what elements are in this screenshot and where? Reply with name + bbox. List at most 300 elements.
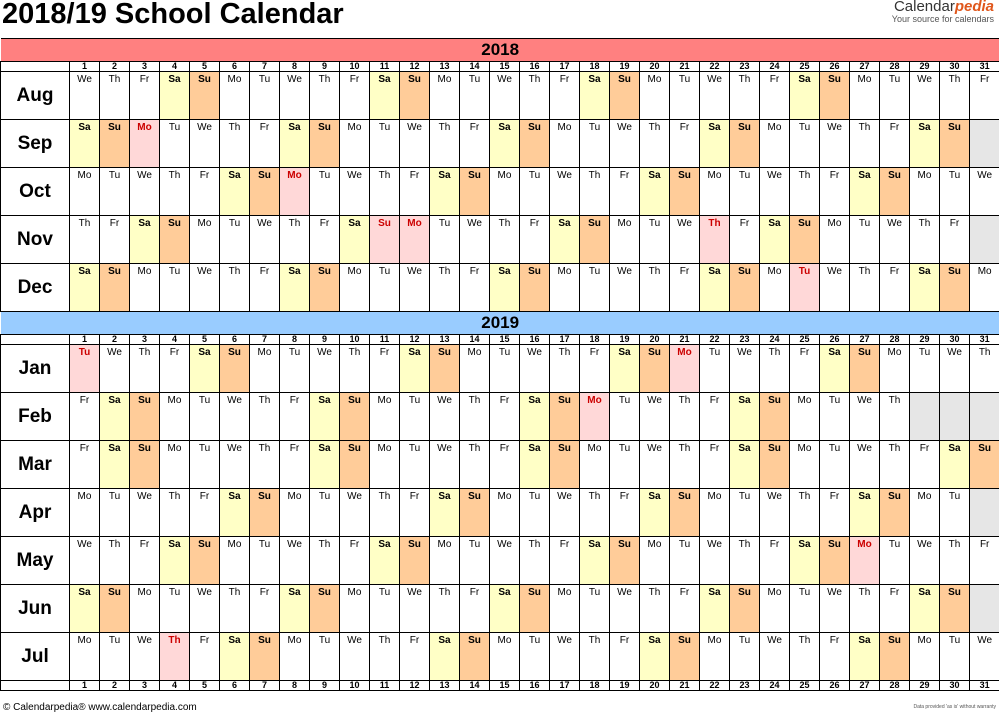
month-row <box>1 168 999 216</box>
day-cell: Th <box>220 585 250 633</box>
month-row <box>1 537 999 585</box>
day-cell: Th <box>880 393 910 441</box>
day-cell: Su <box>880 489 910 537</box>
day-cell: Mo <box>70 168 100 216</box>
day-cell: We <box>340 489 370 537</box>
day-number: 18 <box>580 335 610 345</box>
day-cell: Su <box>730 120 760 168</box>
day-number-row <box>1 62 999 72</box>
day-cell: We <box>760 633 790 681</box>
day-cell: We <box>400 120 430 168</box>
day-number: 19 <box>610 62 640 72</box>
day-cell: Su <box>130 393 160 441</box>
day-cell: Sa <box>340 216 370 264</box>
day-cell: Tu <box>280 345 310 393</box>
day-cell: Fr <box>760 537 790 585</box>
day-number: 27 <box>850 62 880 72</box>
day-number: 16 <box>520 335 550 345</box>
day-number: 5 <box>190 62 220 72</box>
day-number: 13 <box>430 62 460 72</box>
day-number: 17 <box>550 62 580 72</box>
day-cell: Su <box>580 216 610 264</box>
day-cell: Tu <box>70 345 100 393</box>
year-header-row <box>1 312 999 335</box>
day-cell: Su <box>220 345 250 393</box>
day-cell: Mo <box>970 264 999 312</box>
day-cell: Tu <box>730 168 760 216</box>
day-cell: Th <box>160 168 190 216</box>
day-cell: Sa <box>790 72 820 120</box>
day-cell: Th <box>490 216 520 264</box>
day-cell: Mo <box>580 393 610 441</box>
day-cell: Th <box>970 345 999 393</box>
day-cell: Su <box>550 393 580 441</box>
day-number: 5 <box>190 681 220 691</box>
day-cell: Sa <box>310 393 340 441</box>
month-label: Jun <box>1 585 70 633</box>
day-cell: Th <box>520 537 550 585</box>
day-cell: We <box>640 441 670 489</box>
day-cell: We <box>640 393 670 441</box>
empty-day-cell <box>940 393 970 441</box>
day-cell: Sa <box>160 537 190 585</box>
day-number: 19 <box>610 335 640 345</box>
day-cell: Su <box>340 393 370 441</box>
day-cell: Su <box>460 489 490 537</box>
day-cell: Th <box>880 441 910 489</box>
day-cell: Fr <box>610 633 640 681</box>
day-cell: Mo <box>340 585 370 633</box>
day-cell: Fr <box>580 345 610 393</box>
day-cell: Su <box>760 441 790 489</box>
day-number: 1 <box>70 335 100 345</box>
day-cell: Fr <box>310 216 340 264</box>
day-cell: Th <box>850 120 880 168</box>
day-cell: Su <box>100 585 130 633</box>
day-cell: Sa <box>640 489 670 537</box>
day-cell: Su <box>190 72 220 120</box>
day-cell: Tu <box>490 345 520 393</box>
day-cell: Th <box>940 537 970 585</box>
day-cell: Th <box>730 72 760 120</box>
day-cell: Mo <box>370 393 400 441</box>
day-cell: Sa <box>490 585 520 633</box>
day-cell: Sa <box>790 537 820 585</box>
day-cell: Tu <box>190 441 220 489</box>
day-cell: Mo <box>550 264 580 312</box>
day-cell: Fr <box>400 168 430 216</box>
day-number: 7 <box>250 681 280 691</box>
day-cell: Tu <box>610 393 640 441</box>
day-cell: Sa <box>70 585 100 633</box>
corner-cell <box>1 681 70 691</box>
day-cell: Sa <box>520 441 550 489</box>
day-cell: Th <box>640 264 670 312</box>
day-number: 15 <box>490 335 520 345</box>
day-cell: We <box>400 264 430 312</box>
day-cell: Th <box>460 441 490 489</box>
day-number: 11 <box>370 681 400 691</box>
day-number: 28 <box>880 62 910 72</box>
day-number: 1 <box>70 62 100 72</box>
day-cell: Su <box>520 585 550 633</box>
day-cell: Fr <box>880 120 910 168</box>
day-cell: Tu <box>100 168 130 216</box>
day-cell: Sa <box>910 264 940 312</box>
day-cell: Mo <box>820 216 850 264</box>
day-number: 12 <box>400 335 430 345</box>
day-cell: Th <box>670 393 700 441</box>
day-cell: Fr <box>70 441 100 489</box>
day-cell: Tu <box>940 489 970 537</box>
day-cell: Th <box>640 120 670 168</box>
day-number: 13 <box>430 681 460 691</box>
day-cell: We <box>190 585 220 633</box>
brand-name: Calendarpedia <box>893 0 994 15</box>
day-cell: Su <box>610 537 640 585</box>
day-cell: Sa <box>640 168 670 216</box>
empty-day-cell <box>970 120 999 168</box>
day-cell: Sa <box>760 216 790 264</box>
empty-day-cell <box>970 393 999 441</box>
day-cell: Fr <box>700 393 730 441</box>
year-header: 2018 <box>1 39 999 62</box>
day-cell: Th <box>280 216 310 264</box>
day-cell: Tu <box>820 441 850 489</box>
day-cell: Tu <box>310 633 340 681</box>
day-cell: Tu <box>400 393 430 441</box>
day-cell: We <box>970 633 999 681</box>
day-cell: Sa <box>520 393 550 441</box>
empty-day-cell <box>970 585 999 633</box>
day-cell: Mo <box>370 441 400 489</box>
day-cell: Su <box>370 216 400 264</box>
day-cell: Su <box>610 72 640 120</box>
corner-cell <box>1 62 70 72</box>
day-cell: Tu <box>940 168 970 216</box>
day-cell: Su <box>460 168 490 216</box>
day-number: 27 <box>850 681 880 691</box>
day-number: 25 <box>790 681 820 691</box>
day-cell: Su <box>730 585 760 633</box>
day-cell: Tu <box>250 537 280 585</box>
day-cell: Th <box>100 537 130 585</box>
day-cell: Tu <box>790 264 820 312</box>
day-cell: Tu <box>790 585 820 633</box>
day-cell: Th <box>370 489 400 537</box>
day-cell: Tu <box>580 264 610 312</box>
month-label: Aug <box>1 72 70 120</box>
day-cell: Sa <box>610 345 640 393</box>
day-number: 13 <box>430 335 460 345</box>
day-number: 3 <box>130 62 160 72</box>
day-cell: Tu <box>880 72 910 120</box>
empty-day-cell <box>970 489 999 537</box>
day-cell: Mo <box>550 120 580 168</box>
day-number: 24 <box>760 681 790 691</box>
day-cell: Su <box>250 633 280 681</box>
day-number: 2 <box>100 335 130 345</box>
day-number: 6 <box>220 335 250 345</box>
day-cell: Fr <box>820 168 850 216</box>
month-label: Jul <box>1 633 70 681</box>
day-cell: Fr <box>280 441 310 489</box>
day-cell: Fr <box>130 537 160 585</box>
day-number: 9 <box>310 681 340 691</box>
day-cell: Fr <box>670 120 700 168</box>
day-cell: We <box>610 120 640 168</box>
day-number: 23 <box>730 681 760 691</box>
day-number: 16 <box>520 62 550 72</box>
day-number: 2 <box>100 62 130 72</box>
day-cell: Th <box>370 168 400 216</box>
day-cell: Sa <box>130 216 160 264</box>
day-cell: Sa <box>400 345 430 393</box>
day-cell: Mo <box>910 633 940 681</box>
month-row <box>1 441 999 489</box>
day-cell: Mo <box>850 537 880 585</box>
day-cell: We <box>520 345 550 393</box>
day-cell: Su <box>100 264 130 312</box>
day-cell: Sa <box>850 633 880 681</box>
month-label: Dec <box>1 264 70 312</box>
day-cell: Sa <box>430 168 460 216</box>
day-cell: Tu <box>640 216 670 264</box>
day-cell: Tu <box>940 633 970 681</box>
day-cell: We <box>820 120 850 168</box>
day-cell: Tu <box>310 489 340 537</box>
day-cell: Th <box>700 216 730 264</box>
day-cell: Sa <box>820 345 850 393</box>
day-cell: Th <box>580 168 610 216</box>
day-cell: Tu <box>370 120 400 168</box>
day-cell: Th <box>340 345 370 393</box>
day-cell: Th <box>430 264 460 312</box>
day-cell: Su <box>550 441 580 489</box>
day-number: 18 <box>580 62 610 72</box>
day-cell: Tu <box>820 393 850 441</box>
day-cell: Mo <box>640 537 670 585</box>
day-cell: Mo <box>640 72 670 120</box>
day-cell: We <box>670 216 700 264</box>
day-cell: We <box>70 537 100 585</box>
day-cell: Th <box>520 72 550 120</box>
day-number: 11 <box>370 335 400 345</box>
day-cell: Mo <box>340 120 370 168</box>
day-cell: Tu <box>370 585 400 633</box>
day-number: 23 <box>730 335 760 345</box>
day-cell: We <box>70 72 100 120</box>
day-cell: Mo <box>280 633 310 681</box>
day-cell: Tu <box>190 393 220 441</box>
day-cell: We <box>700 537 730 585</box>
day-cell: Tu <box>310 168 340 216</box>
day-cell: Tu <box>250 72 280 120</box>
day-cell: We <box>730 345 760 393</box>
day-cell: Tu <box>100 489 130 537</box>
day-number: 21 <box>670 335 700 345</box>
day-number: 4 <box>160 335 190 345</box>
day-number: 21 <box>670 62 700 72</box>
day-number: 22 <box>700 335 730 345</box>
day-cell: Fr <box>160 345 190 393</box>
month-row <box>1 393 999 441</box>
day-cell: Sa <box>700 120 730 168</box>
day-cell: Sa <box>850 168 880 216</box>
day-cell: Su <box>760 393 790 441</box>
year-header-row <box>1 39 999 62</box>
day-cell: Mo <box>400 216 430 264</box>
day-cell: Th <box>760 345 790 393</box>
day-cell: Su <box>190 537 220 585</box>
month-label: Jan <box>1 345 70 393</box>
day-cell: Su <box>250 489 280 537</box>
brand-logo[interactable] <box>892 0 994 26</box>
day-cell: Mo <box>550 585 580 633</box>
day-number: 25 <box>790 335 820 345</box>
day-number: 20 <box>640 681 670 691</box>
day-number: 19 <box>610 681 640 691</box>
day-number: 7 <box>250 62 280 72</box>
day-cell: Sa <box>220 633 250 681</box>
day-cell: Th <box>790 489 820 537</box>
day-number: 30 <box>940 62 970 72</box>
day-cell: Fr <box>670 264 700 312</box>
day-number: 22 <box>700 681 730 691</box>
day-cell: Fr <box>970 72 999 120</box>
day-cell: Th <box>130 345 160 393</box>
day-cell: Mo <box>130 264 160 312</box>
day-cell: Sa <box>280 120 310 168</box>
day-cell: We <box>190 264 220 312</box>
day-cell: Fr <box>970 537 999 585</box>
day-cell: Su <box>100 120 130 168</box>
day-cell: Fr <box>250 120 280 168</box>
day-cell: Tu <box>880 537 910 585</box>
day-cell: Fr <box>340 537 370 585</box>
day-number: 6 <box>220 62 250 72</box>
day-cell: Su <box>250 168 280 216</box>
day-cell: Th <box>940 72 970 120</box>
day-cell: Th <box>550 345 580 393</box>
day-cell: Th <box>70 216 100 264</box>
day-cell: Mo <box>610 216 640 264</box>
day-cell: Su <box>460 633 490 681</box>
day-number: 31 <box>970 62 999 72</box>
day-cell: We <box>190 120 220 168</box>
day-cell: Sa <box>310 441 340 489</box>
day-number: 4 <box>160 62 190 72</box>
day-cell: Su <box>430 345 460 393</box>
day-cell: Mo <box>70 489 100 537</box>
day-cell: Tu <box>520 489 550 537</box>
year-header: 2019 <box>1 312 999 335</box>
day-number: 10 <box>340 335 370 345</box>
calendar-table <box>0 38 999 691</box>
day-cell: Th <box>850 264 880 312</box>
day-cell: Fr <box>250 264 280 312</box>
day-cell: Th <box>850 585 880 633</box>
day-cell: Mo <box>670 345 700 393</box>
day-cell: We <box>430 441 460 489</box>
month-row <box>1 633 999 681</box>
day-cell: We <box>490 537 520 585</box>
day-cell: Fr <box>490 393 520 441</box>
day-cell: We <box>820 264 850 312</box>
day-number: 14 <box>460 681 490 691</box>
day-number: 7 <box>250 335 280 345</box>
day-number: 22 <box>700 62 730 72</box>
month-label: Feb <box>1 393 70 441</box>
day-cell: Mo <box>760 264 790 312</box>
day-cell: We <box>130 489 160 537</box>
day-cell: Tu <box>160 120 190 168</box>
day-number: 15 <box>490 62 520 72</box>
day-number: 2 <box>100 681 130 691</box>
day-cell: Th <box>640 585 670 633</box>
day-cell: We <box>280 72 310 120</box>
day-cell: Mo <box>760 585 790 633</box>
day-cell: Su <box>400 72 430 120</box>
day-cell: Sa <box>730 441 760 489</box>
day-cell: Tu <box>700 345 730 393</box>
day-cell: We <box>850 393 880 441</box>
day-cell: We <box>940 345 970 393</box>
day-cell: Sa <box>370 537 400 585</box>
day-cell: Mo <box>490 633 520 681</box>
day-cell: We <box>280 537 310 585</box>
day-cell: Fr <box>820 633 850 681</box>
footer-copyright: © Calendarpedia® www.calendarpedia.com <box>3 702 197 713</box>
day-cell: Mo <box>790 393 820 441</box>
day-cell: Tu <box>370 264 400 312</box>
day-cell: Th <box>670 441 700 489</box>
day-number: 18 <box>580 681 610 691</box>
month-label: Nov <box>1 216 70 264</box>
day-cell: Fr <box>460 120 490 168</box>
day-number: 24 <box>760 62 790 72</box>
day-number: 5 <box>190 335 220 345</box>
day-cell: We <box>550 489 580 537</box>
day-number: 14 <box>460 62 490 72</box>
day-number: 26 <box>820 62 850 72</box>
day-cell: Th <box>310 72 340 120</box>
day-cell: Sa <box>700 264 730 312</box>
day-cell: Fr <box>520 216 550 264</box>
day-cell: Fr <box>190 633 220 681</box>
day-cell: Tu <box>460 537 490 585</box>
day-cell: Th <box>730 537 760 585</box>
corner-cell <box>1 335 70 345</box>
day-cell: We <box>760 168 790 216</box>
day-cell: Tu <box>670 72 700 120</box>
day-cell: Su <box>670 489 700 537</box>
day-cell: Tu <box>100 633 130 681</box>
day-cell: We <box>130 168 160 216</box>
month-label: Mar <box>1 441 70 489</box>
day-cell: Sa <box>850 489 880 537</box>
day-cell: Fr <box>760 72 790 120</box>
day-number: 11 <box>370 62 400 72</box>
day-cell: Tu <box>580 120 610 168</box>
day-cell: Th <box>160 633 190 681</box>
day-cell: We <box>550 168 580 216</box>
day-cell: Tu <box>160 264 190 312</box>
day-cell: We <box>700 72 730 120</box>
day-cell: Th <box>460 393 490 441</box>
day-cell: Tu <box>850 216 880 264</box>
day-cell: Fr <box>340 72 370 120</box>
